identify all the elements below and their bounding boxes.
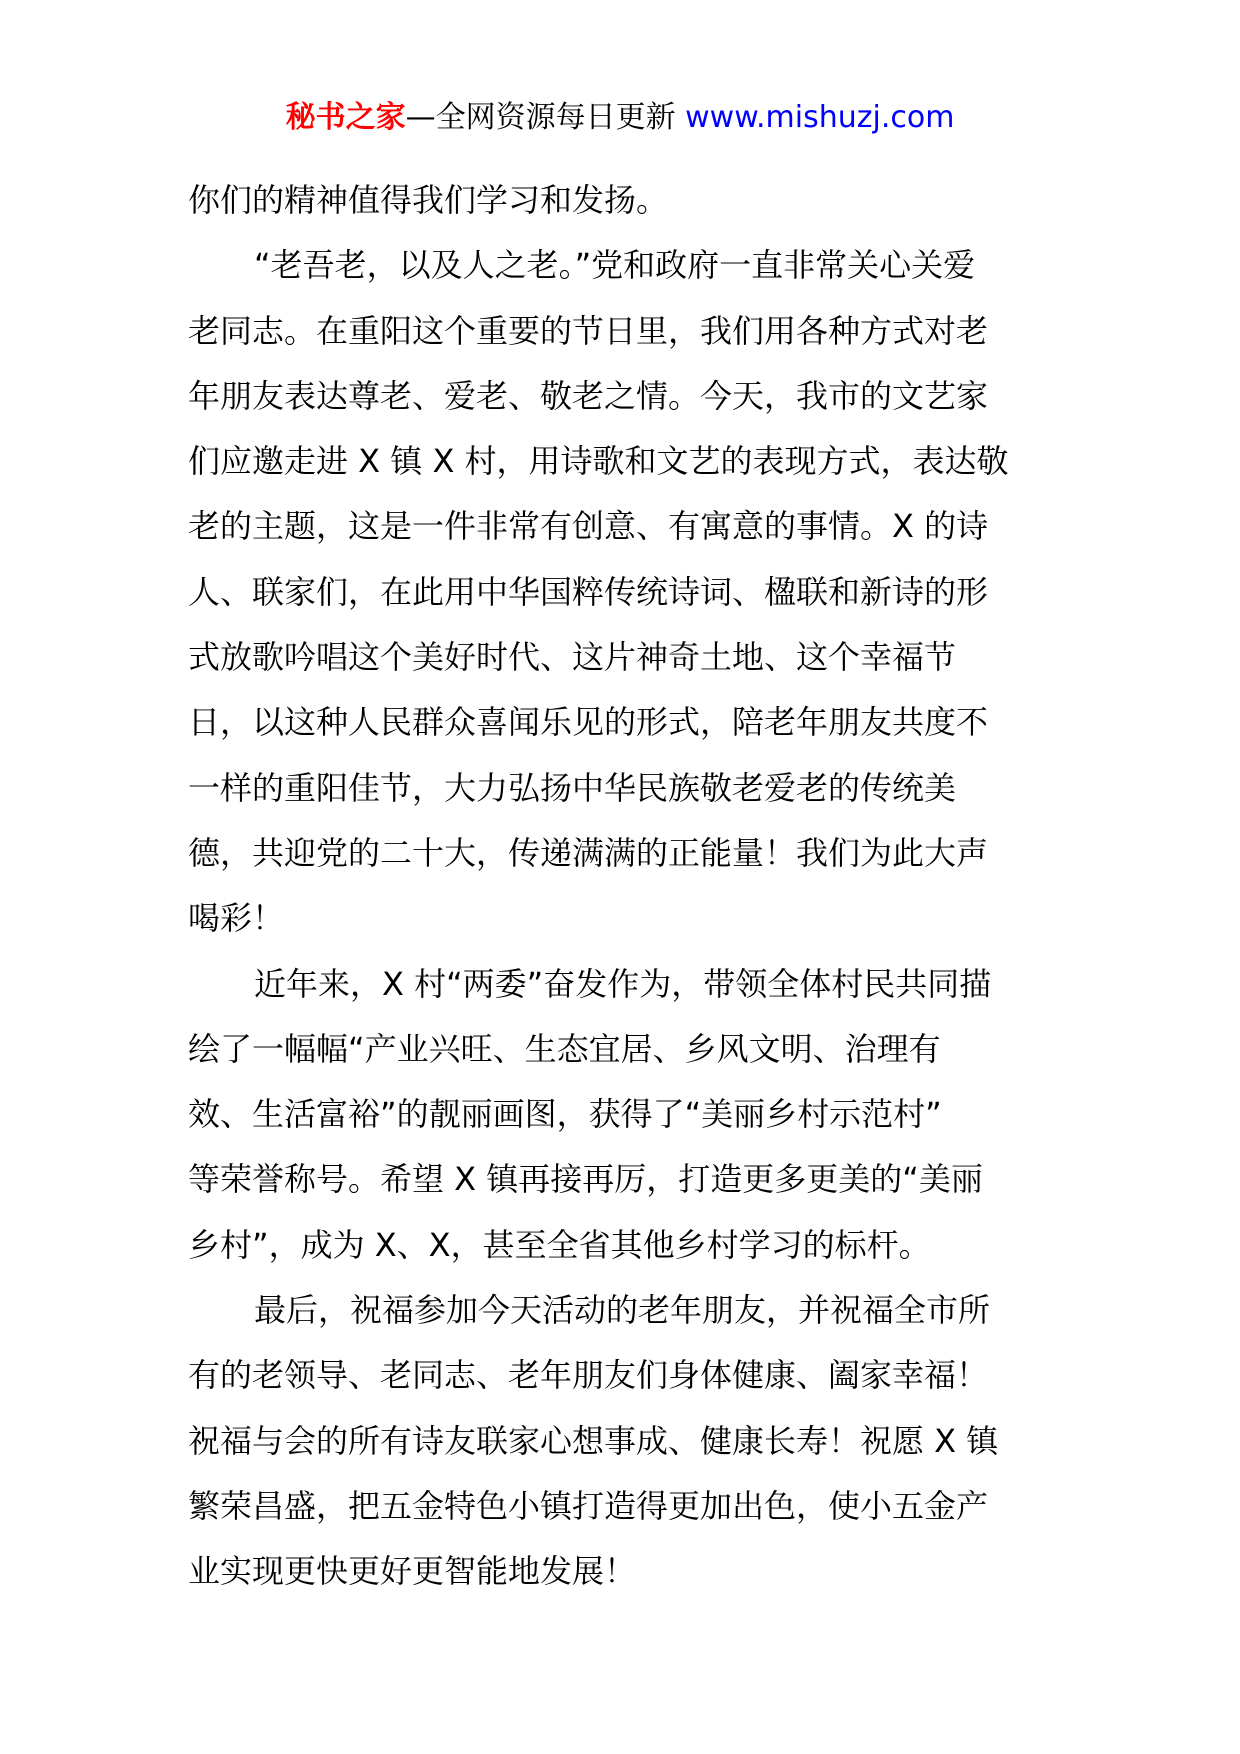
text-line: 喝彩！ <box>188 899 285 938</box>
text-line: “老吾老，以及人之老。”党和政府一直非常关心关爱 <box>254 246 976 285</box>
text-line: 业实现更快更好更智能地发展！ <box>188 1552 637 1591</box>
text-line: 日，以这种人民群众喜闻乐见的形式，陪老年朋友共度不 <box>188 703 989 742</box>
header-tagline: —全网资源每日更新 <box>405 100 686 135</box>
page-header <box>0 98 1240 138</box>
text-line: 效、生活富裕”的靓丽画图，获得了“美丽乡村示范村” <box>188 1095 942 1134</box>
text-line: 老的主题，这是一件非常有创意、有寓意的事情。X 的诗 <box>188 507 989 546</box>
header-brand: 秘书之家 <box>285 100 406 135</box>
text-line: 式放歌吟唱这个美好时代、这片神奇土地、这个幸福节 <box>188 638 957 677</box>
text-line: 最后，祝福参加今天活动的老年朋友，并祝福全市所 <box>254 1291 991 1330</box>
text-line: 一样的重阳佳节，大力弘扬中华民族敬老爱老的传统美 <box>188 768 957 807</box>
text-line: 近年来，X 村“两委”奋发作为，带领全体村民共同描 <box>254 964 992 1003</box>
paragraph <box>188 1278 1068 1604</box>
text-line: 等荣誉称号。希望 X 镇再接再厉，打造更多更美的“美丽 <box>188 1160 983 1199</box>
text-line: 们应邀走进 X 镇 X 村，用诗歌和文艺的表现方式，表达敬 <box>188 442 1009 481</box>
text-line: 人、联家们，在此用中华国粹传统诗词、楹联和新诗的形 <box>188 572 989 611</box>
header-url-link[interactable]: www.mishuzj.com <box>685 100 955 135</box>
paragraph <box>188 168 1068 233</box>
text-line: 你们的精神值得我们学习和发扬。 <box>188 181 669 219</box>
text-line: 乡村”，成为 X、X，甚至全省其他乡村学习的标杆。 <box>188 1225 931 1264</box>
text-line: 老同志。在重阳这个重要的节日里，我们用各种方式对老 <box>188 311 989 350</box>
paragraph <box>188 952 1068 1278</box>
text-line: 绘了一幅幅“产业兴旺、生态宜居、乡风文明、治理有 <box>188 1029 941 1068</box>
text-line: 有的老领导、老同志、老年朋友们身体健康、阖家幸福！ <box>188 1356 989 1395</box>
text-line: 繁荣昌盛，把五金特色小镇打造得更加出色，使小五金产 <box>188 1486 989 1525</box>
text-line: 德，共迎党的二十大，传递满满的正能量！我们为此大声 <box>188 833 989 872</box>
text-line: 年朋友表达尊老、爱老、敬老之情。今天，我市的文艺家 <box>188 376 989 415</box>
paragraph <box>188 233 1068 951</box>
text-line: 祝福与会的所有诗友联家心想事成、健康长寿！祝愿 X 镇 <box>188 1421 999 1460</box>
document-body <box>188 168 1068 1605</box>
